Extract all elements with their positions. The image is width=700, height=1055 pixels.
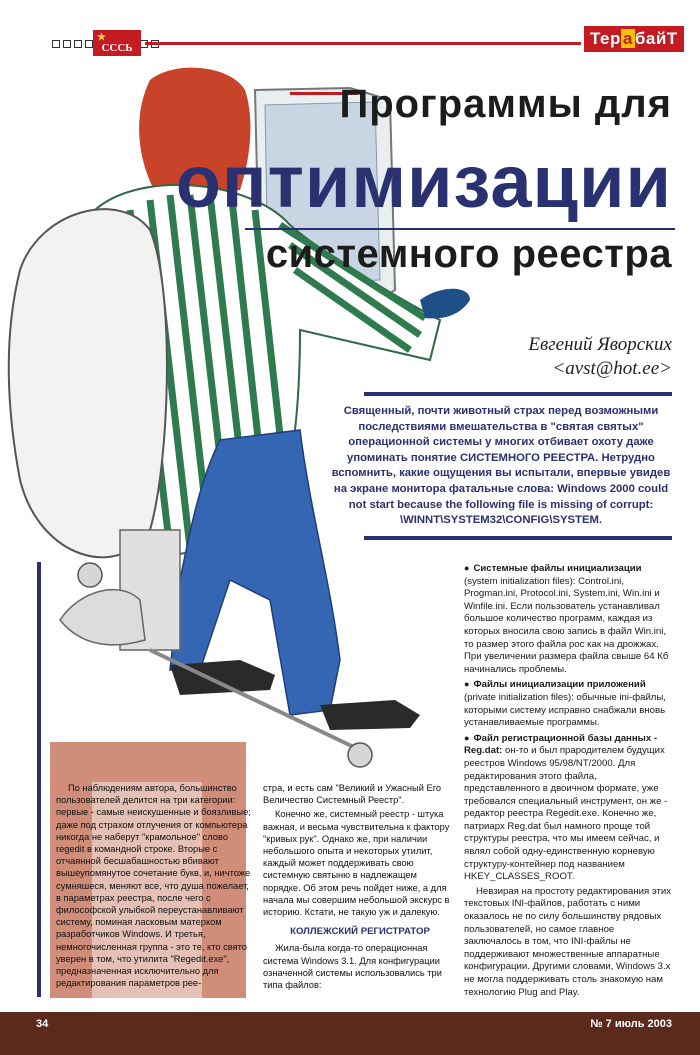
column-2: [263, 782, 457, 993]
bullet-app-files: [464, 678, 674, 729]
author-email: <avst@hot.ee>: [552, 358, 672, 379]
title-line-2: оптимизации: [175, 140, 672, 223]
bullet-text: он-то и был прародителем будущих реестров Windows 95/98/NT/2000. Для редактирования этого файла, представленного в двоичном формате, уже требовался специальный инструмент, он же - редактор реестра Regedit.exe. Конечно же, патриарх Reg.dat был намного проще той структуры реестра, что мы имеем сейчас, и являл собой одну-единственную корневую структуру-контейнер под названием HKEY_CLASSES_ROOT.: [464, 745, 668, 883]
bullet-text: (private initialization files): обычные ini-файлы, которыми систему исправно снабжали вновь устанавливаемые программы.: [464, 691, 666, 729]
column-3: [464, 562, 674, 1001]
column-3-paragraph: Невзирая на простоту редактирования этих текстовых INI-файлов, работать с ними оказалось не по силу большинству рядовых пользователей, но самое главное заключалось в том, что INI-файлы не поддерживают множественные аппаратные конфигурации. Другими словами, Windows 3.x не могла поддерживать столь знакомую нам технологию Plug and Play.: [464, 885, 672, 998]
page-number: 34: [36, 1018, 49, 1030]
left-accent-bar: [37, 562, 41, 997]
column-2-paragraph: стра, и есть сам "Великий и Ужасный Его Величество Системный Реестр".: [263, 783, 442, 806]
bullet-text: (system initialization files): Control.ini, Progman.ini, Protocol.ini, System.ini, Win.ini и Winfile.ini. Если пользователь устанавливал большое количество программ, каждая из которых вносила свою запись в файл Win.ini, то размер этого файла рос как на дрожжах. При увеличении размера файла свыше 64 Кб начинались проблемы.: [464, 575, 669, 675]
title-line-1: Программы для: [339, 82, 672, 126]
footer-bar: [0, 1012, 700, 1055]
section-tag-right: байТ: [634, 29, 678, 48]
section-tag-mid: а: [622, 29, 633, 48]
top-bar: [0, 26, 700, 60]
section-heading: КОЛЛЕЖСКИЙ РЕГИСТРАТОР: [290, 926, 430, 938]
section-tag-left: Тер: [590, 29, 621, 48]
issue-label: № 7 июль 2003: [590, 1018, 672, 1030]
section-tag: [584, 26, 684, 52]
bullet-reg-dat: [464, 732, 674, 884]
title-line-3: системного реестра: [265, 232, 672, 276]
bullet-title: Системные файлы инициализации: [473, 563, 642, 574]
column-2-paragraph: Конечно же, системный реестр - штука важная, и весьма чувствительна к фактору "кривых рук". Однако же, при наличии небольшого опыта и некоторых утилит, каждый может поддерживать свою системную святыню в надлежащем порядке. Об этом речь пойдет ниже, а для начала мы совершим небольшой экскурс в историю. Кстати, не такую уж и далекую.: [263, 809, 450, 918]
column-2-paragraph: Жила-была когда-то операционная система Windows 3.1. Для конфигурации означенной системы использовались три типа файлов:: [263, 943, 442, 991]
magazine-logo: [93, 30, 141, 56]
bullet-title: Файлы инициализации приложений: [473, 679, 646, 691]
column-1: По наблюдениям автора, большинство пользователей делится на три категории: первые - самые неискушенные и боязливые; даже под страхом отлучения от компьютера никогда не наберут "крамольное" слово regedit в командной строке. Вторые с отчаянной бесшабашностью вбивают вышеупомянутое сочетание букв, и, ничтоже сумняшеся, меняют все, что душа пожелает, в параметрах реестра, после чего с философской улыбкой переустанавливают систему, поминая ласковым матерком разработчиков Windows. И третья, немногочисленная группа - это те, кто свято уверен в том, что утилита "Regedit.exe", предназначенная исключительно для редактирования параметров рее-: [56, 783, 251, 989]
lead-bottom-rule: [364, 536, 672, 540]
lead-top-rule: [364, 392, 672, 396]
author-block: [528, 333, 672, 381]
top-rule: [145, 42, 581, 45]
title-divider: [245, 228, 675, 230]
author-name: Евгений Яворских: [528, 334, 672, 355]
bullet-system-files: [464, 562, 674, 676]
bullet-title: Файл регистрационной базы данных - Reg.dat:: [464, 732, 658, 757]
logo-text: СССЬ: [101, 42, 133, 54]
star-icon: ★: [97, 32, 106, 43]
lead-paragraph: Священный, почти животный страх перед возможными последствиями вмешательства в "святая святых" операционной системы у многих отбивает охоту даже упоминать понятие СИСТЕМНОГО РЕЕСТРА. Нетрудно вспомнить, какие ощущения вы испытали, впервые увидев на экране монитора фатальные слова: Windows 2000 could not start because the following file is missing of corrupt: \WINNT\SYSTEM32\CONFIG\SYSTEM.: [331, 405, 671, 527]
